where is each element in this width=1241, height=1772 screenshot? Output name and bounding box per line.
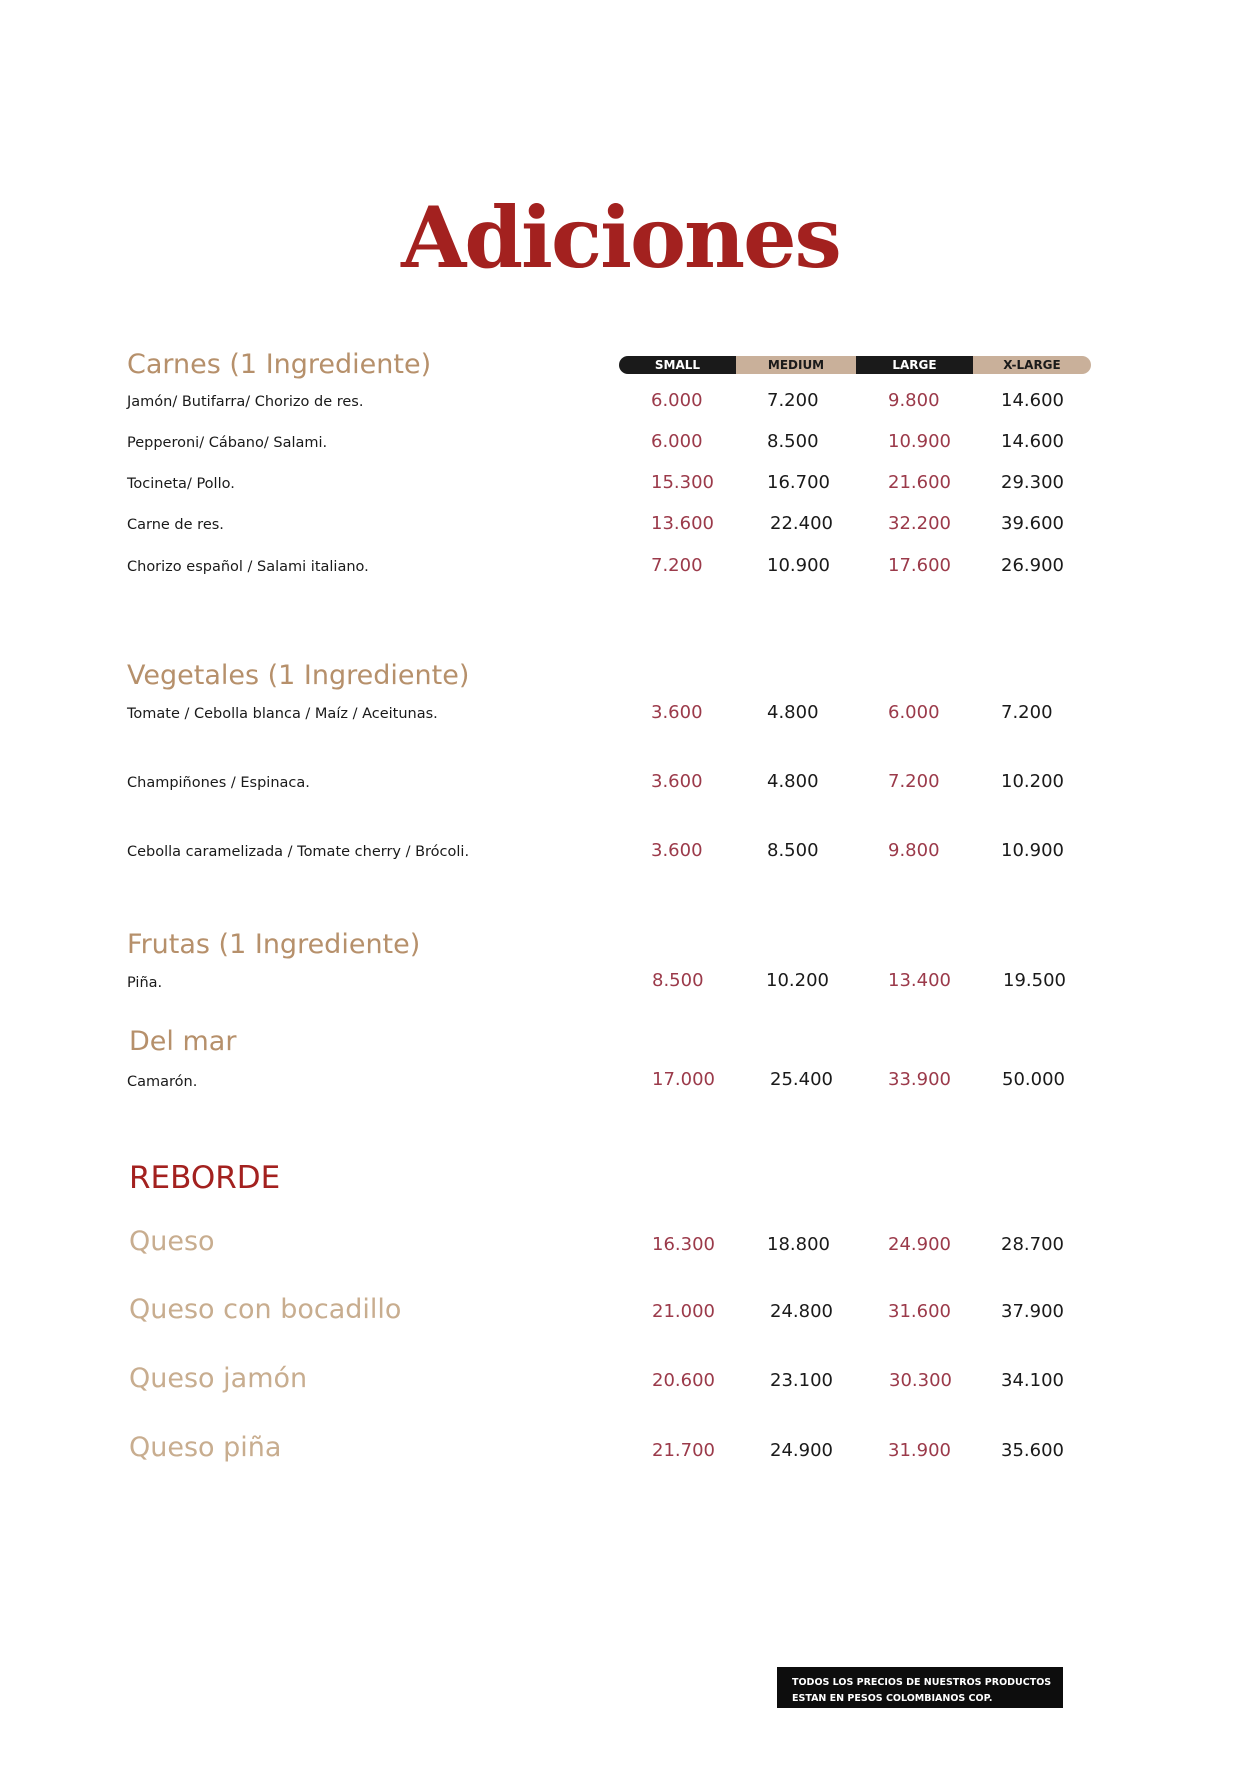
price-medium: 4.800 [767,771,819,792]
price-xlarge: 28.700 [1001,1234,1064,1255]
menu-item: Queso con bocadillo [129,1294,402,1325]
price-large: 31.600 [888,1301,951,1322]
price-small: 6.000 [651,390,703,411]
currency-notice-line-2: ESTAN EN PESOS COLOMBIANOS COP. [792,1693,993,1704]
price-large: 33.900 [888,1069,951,1090]
currency-notice-line-1: TODOS LOS PRECIOS DE NUESTROS PRODUCTOS [792,1677,1052,1688]
price-xlarge: 26.900 [1001,555,1064,576]
price-medium: 25.400 [770,1069,833,1090]
price-xlarge: 10.900 [1001,840,1064,861]
price-large: 7.200 [888,771,940,792]
price-large: 6.000 [888,702,940,723]
menu-item: Camarón. [127,1074,198,1090]
price-medium: 8.500 [767,431,819,452]
price-medium: 8.500 [767,840,819,861]
price-xlarge: 10.200 [1001,771,1064,792]
menu-item: Carne de res. [127,517,224,533]
size-small-label: SMALL [619,356,736,374]
price-xlarge: 7.200 [1001,702,1053,723]
price-large: 31.900 [888,1440,951,1461]
price-small: 3.600 [651,771,703,792]
price-medium: 10.900 [767,555,830,576]
price-small: 20.600 [652,1370,715,1391]
price-medium: 18.800 [767,1234,830,1255]
section-title-vegetales: Vegetales (1 Ingrediente) [127,660,470,691]
price-medium: 7.200 [767,390,819,411]
menu-item: Tomate / Cebolla blanca / Maíz / Aceitunas. [127,706,438,722]
price-medium: 16.700 [767,472,830,493]
price-medium: 4.800 [767,702,819,723]
size-medium-label: MEDIUM [736,356,856,374]
price-small: 21.000 [652,1301,715,1322]
menu-item: Pepperoni/ Cábano/ Salami. [127,435,328,451]
price-xlarge: 19.500 [1003,970,1066,991]
price-small: 3.600 [651,840,703,861]
menu-item: Champiñones / Espinaca. [127,775,310,791]
price-medium: 24.800 [770,1301,833,1322]
price-large: 24.900 [888,1234,951,1255]
page-title: Adiciones [401,188,840,288]
price-xlarge: 14.600 [1001,431,1064,452]
price-medium: 23.100 [770,1370,833,1391]
price-xlarge: 37.900 [1001,1301,1064,1322]
price-large: 32.200 [888,513,951,534]
section-title-frutas: Frutas (1 Ingrediente) [127,929,421,960]
price-large: 9.800 [888,390,940,411]
menu-item: Tocineta/ Pollo. [127,476,235,492]
menu-item: Jamón/ Butifarra/ Chorizo de res. [127,394,364,410]
size-xlarge-label: X-LARGE [973,356,1091,374]
price-large: 9.800 [888,840,940,861]
section-title-carnes: Carnes (1 Ingrediente) [127,349,432,380]
price-small: 13.600 [651,513,714,534]
section-title-reborde: REBORDE [129,1160,281,1196]
price-xlarge: 39.600 [1001,513,1064,534]
price-xlarge: 29.300 [1001,472,1064,493]
price-xlarge: 34.100 [1001,1370,1064,1391]
section-title-del-mar: Del mar [129,1026,237,1057]
size-large-label: LARGE [856,356,973,374]
price-large: 13.400 [888,970,951,991]
size-header [619,356,1091,374]
price-medium: 10.200 [766,970,829,991]
price-small: 3.600 [651,702,703,723]
price-large: 21.600 [888,472,951,493]
price-small: 8.500 [652,970,704,991]
price-xlarge: 50.000 [1002,1069,1065,1090]
price-small: 7.200 [651,555,703,576]
price-large: 30.300 [889,1370,952,1391]
currency-notice [777,1667,1063,1708]
price-large: 17.600 [888,555,951,576]
price-xlarge: 35.600 [1001,1440,1064,1461]
price-small: 16.300 [652,1234,715,1255]
price-medium: 24.900 [770,1440,833,1461]
price-medium: 22.400 [770,513,833,534]
menu-item: Queso [129,1226,215,1257]
menu-item: Queso piña [129,1432,282,1463]
price-small: 15.300 [651,472,714,493]
price-small: 21.700 [652,1440,715,1461]
price-small: 17.000 [652,1069,715,1090]
menu-item: Chorizo español / Salami italiano. [127,559,369,575]
price-xlarge: 14.600 [1001,390,1064,411]
menu-item: Cebolla caramelizada / Tomate cherry / Brócoli. [127,844,470,860]
menu-item: Piña. [127,975,163,991]
price-large: 10.900 [888,431,951,452]
menu-item: Queso jamón [129,1363,308,1394]
price-small: 6.000 [651,431,703,452]
